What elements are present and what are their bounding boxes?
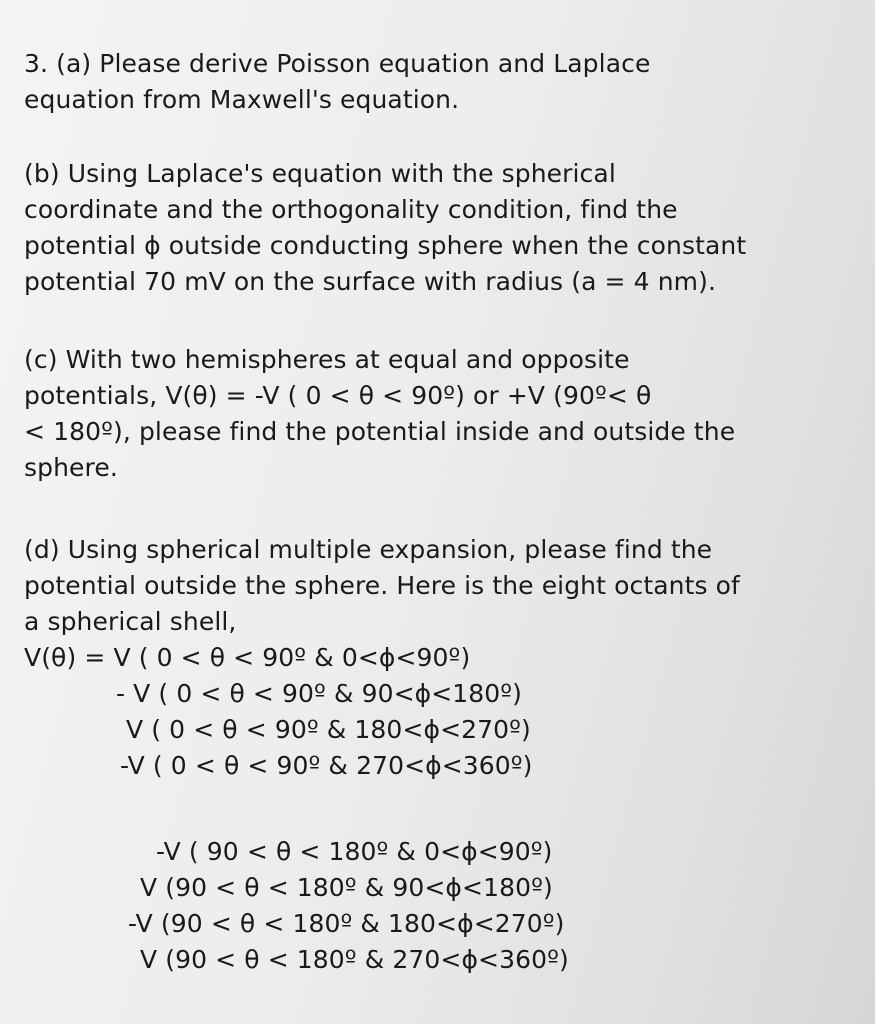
part-c-line-4: sphere. — [24, 453, 118, 482]
part-d — [24, 532, 864, 978]
equation-row: -V (90 < θ < 180º & 180<ϕ<270º) — [128, 909, 565, 938]
part-d-line-3: a spherical shell, — [24, 607, 237, 636]
part-b — [24, 156, 864, 300]
equation-row: V (90 < θ < 180º & 90<ϕ<180º) — [140, 873, 553, 902]
problem-sheet — [24, 46, 864, 978]
equation-row: V ( 0 < θ < 90º & 180<ϕ<270º) — [126, 715, 531, 744]
part-b-line-1: (b) Using Laplace's equation with the spherical — [24, 159, 616, 188]
octant-equations-lower — [24, 834, 864, 978]
part-c-line-2: potentials, V(θ) = -V ( 0 < θ < 90º) or +V (90º< θ — [24, 381, 652, 410]
equation-row: -V ( 0 < θ < 90º & 270<ϕ<360º) — [120, 751, 533, 780]
part-b-line-2: coordinate and the orthogonality condition, find the — [24, 195, 678, 224]
part-c-line-1: (c) With two hemispheres at equal and opposite — [24, 345, 630, 374]
part-c-line-3: < 180º), please find the potential inside and outside the — [24, 417, 736, 446]
part-b-line-3: potential ϕ outside conducting sphere when the constant — [24, 231, 747, 260]
part-d-line-1: (d) Using spherical multiple expansion, please find the — [24, 535, 713, 564]
equation-row: -V ( 90 < θ < 180º & 0<ϕ<90º) — [156, 837, 553, 866]
equation-row: - V ( 0 < θ < 90º & 90<ϕ<180º) — [116, 679, 523, 708]
part-b-line-4: potential 70 mV on the surface with radius (a = 4 nm). — [24, 267, 716, 296]
part-a-line-2: equation from Maxwell's equation. — [24, 85, 460, 114]
equation-row: V (90 < θ < 180º & 270<ϕ<360º) — [140, 945, 569, 974]
equation-row: V(θ) = V ( 0 < θ < 90º & 0<ϕ<90º) — [24, 643, 471, 672]
part-c — [24, 342, 864, 486]
part-d-line-2: potential outside the sphere. Here is the eight octants of — [24, 571, 740, 600]
part-a-line-1: 3. (a) Please derive Poisson equation and Laplace — [24, 49, 651, 78]
part-a — [24, 46, 864, 118]
octant-equations-upper — [24, 640, 864, 784]
